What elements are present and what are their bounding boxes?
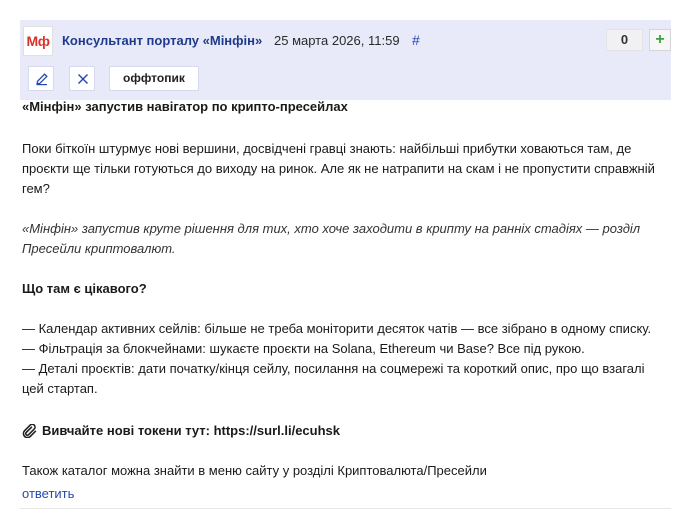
upvote-button[interactable]: +: [649, 29, 671, 51]
avatar-logo: Мф: [26, 33, 50, 49]
feature-item-details: — Деталі проєктів: дати початку/кінця сейлу, посилання на соцмережі та короткий опис, про що взагалі цей стартап.: [22, 361, 645, 396]
edit-button[interactable]: [28, 66, 54, 91]
post-date: 25 марта 2026, 11:59: [274, 33, 400, 48]
feature-item-filter: — Фільтрація за блокчейнами: шукаєте проєкти на Solana, Ethereum чи Base? Все під рукою.: [22, 341, 585, 356]
comment-header: [20, 20, 671, 100]
feature-list: [22, 319, 662, 399]
reply-link[interactable]: ответить: [22, 486, 75, 501]
post-paragraph-catalog: Також каталог можна знайти в меню сайту у розділі Криптовалюта/Пресейли: [22, 463, 487, 478]
post-title: «Мінфін» запустив навігатор по крипто-пресейлах: [22, 99, 348, 114]
delete-button[interactable]: [69, 66, 95, 91]
comment-post: [20, 20, 671, 100]
close-icon: [76, 72, 90, 86]
paperclip-icon: [22, 424, 38, 438]
vote-score: 0: [606, 29, 643, 51]
post-subheading: Що там є цікавого?: [22, 281, 147, 296]
token-link-text[interactable]: Вивчайте нові токени тут: https://surl.li/ecuhsk: [42, 423, 340, 438]
divider: [20, 508, 671, 509]
avatar[interactable]: [23, 26, 53, 56]
post-paragraph-intro: Поки біткоїн штурмує нові вершини, досвідчені гравці знають: найбільші прибутки ховаються там, де проєкти ще тільки готуються до виходу на ринок. Але як не натрапити на скам і не пропустити справжній гем?: [22, 141, 655, 196]
token-link-line[interactable]: [22, 421, 662, 441]
feature-item-calendar: — Календар активних сейлів: більше не треба моніторити десяток чатів — все зібрано в одному списку.: [22, 321, 652, 336]
permalink-hash[interactable]: #: [412, 32, 420, 48]
post-paragraph-italic: «Мінфін» запустив круте рішення для тих, хто хоче заходити в крипту на ранніх стадіях — розділ Пресейли криптовалют.: [22, 221, 641, 256]
author-link[interactable]: Консультант порталу «Мінфін»: [62, 33, 263, 48]
pencil-icon: [35, 72, 49, 86]
offtopic-tag-button[interactable]: оффтопик: [109, 66, 199, 91]
